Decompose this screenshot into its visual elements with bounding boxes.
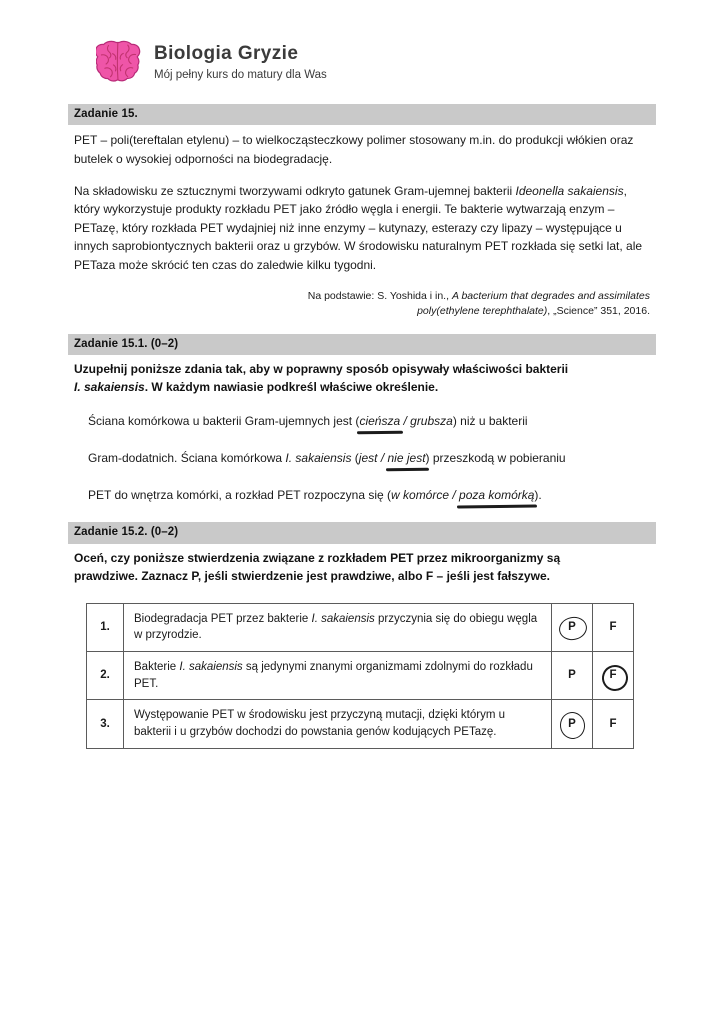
answer-line-1-before: Ściana komórkowa u bakterii Gram-ujemnych jest (: [88, 414, 360, 429]
answer-line-3-option-b-selected[interactable]: poza komórką: [459, 488, 535, 503]
subtask-2-header: Zadanie 15.2. (0–2): [68, 522, 656, 543]
subtask-2-instruction: [68, 549, 656, 585]
source-title-line-1: A bacterium that degrades and assimilates: [451, 289, 650, 302]
row-3-option-false[interactable]: F: [593, 700, 634, 748]
row-1-species: I. sakaiensis: [311, 612, 375, 625]
answer-line-1-option-b[interactable]: grubsza: [410, 414, 453, 429]
answer-line-3[interactable]: [88, 486, 650, 504]
row-3-statement: [124, 700, 552, 748]
task-header: Zadanie 15.: [68, 104, 656, 125]
row-2-statement-part-2: są jedynymi znanymi organizmami zdolnymi do rozkładu PET.: [134, 661, 533, 690]
row-3-statement-part-1: Występowanie PET w środowisku jest przyczyną mutacji, dzięki którym u bakterii i u grzybów dochodzi do powstania genów kodujących PETazę.: [134, 709, 506, 739]
answer-line-1-option-a-selected[interactable]: cieńsza: [359, 414, 401, 429]
brand-header: [96, 40, 327, 84]
row-1-statement-part-2: przyczynia się do obiegu węgla w przyrodzie.: [134, 612, 538, 642]
evaluation-table-wrap: [68, 603, 656, 749]
brain-icon: [96, 40, 142, 84]
subtask-2-instruction-line-2: prawdziwe. Zaznacz P, jeśli stwierdzenie jest prawdziwe, albo F – jeśli jest fałszywe.: [74, 568, 550, 583]
subtask-2-instruction-line-1: Oceń, czy poniższe stwierdzenia związane z rozkładem PET przez mikroorganizmy są: [74, 550, 561, 565]
row-1-statement-part-1: Biodegradacja PET przez bakterie: [134, 612, 312, 625]
species-name: Ideonella sakaiensis: [515, 183, 624, 198]
subtask-1-answers: [68, 412, 656, 504]
row-1-statement: [124, 603, 552, 651]
row-1-answer-mark-p[interactable]: P: [568, 621, 576, 634]
row-1-number: 1.: [87, 603, 124, 651]
answer-line-2-species: I. sakaiensis: [285, 451, 352, 466]
source-suffix: , „Science” 351, 2016.: [547, 305, 650, 318]
task-paragraph-2-part-1: Na składowisku ze sztucznymi tworzywami odkryto gatunek Gram-ujemnej bakterii: [74, 183, 516, 198]
source-line-2: [68, 304, 650, 320]
task-body: [68, 125, 656, 274]
answer-line-1[interactable]: [88, 412, 650, 430]
answer-line-3-after: ).: [534, 488, 542, 503]
brand-subtitle: Mój pełny kurs do matury dla Was: [154, 68, 327, 81]
source-line-1: [68, 289, 650, 305]
source-title-line-2: poly(ethylene terephthalate): [417, 305, 548, 318]
row-2-statement-part-1: Bakterie: [134, 661, 180, 674]
table-row: [87, 700, 634, 748]
answer-line-3-option-a[interactable]: w komórce: [391, 488, 450, 503]
answer-line-1-separator: /: [400, 414, 411, 429]
row-3-option-true[interactable]: [552, 700, 593, 748]
answer-line-3-separator: /: [449, 488, 460, 503]
subtask-1-header: Zadanie 15.1. (0–2): [68, 334, 656, 355]
row-3-answer-mark-p[interactable]: P: [568, 717, 576, 730]
answer-line-2-option-b-selected[interactable]: nie jest: [387, 451, 426, 466]
brand-title: Biologia Gryzie: [154, 43, 299, 65]
subtask-1-instruction-line-2: . W każdym nawiasie podkreśl właściwe określenie.: [144, 380, 439, 395]
answer-line-2-after: ) przeszkodą w pobieraniu: [425, 451, 566, 466]
answer-line-2-option-a[interactable]: jest: [358, 451, 378, 466]
row-2-option-true[interactable]: P: [552, 652, 593, 700]
row-2-option-false[interactable]: [593, 652, 634, 700]
subtask-1-instruction: [68, 360, 656, 396]
answer-line-2-separator: /: [377, 451, 388, 466]
answer-line-1-after: ) niż u bakterii: [452, 414, 528, 429]
row-1-option-true[interactable]: [552, 603, 593, 651]
answer-line-2-before2: (: [351, 451, 359, 466]
row-3-number: 3.: [87, 700, 124, 748]
table-row: [87, 652, 634, 700]
table-row: [87, 603, 634, 651]
source-citation: [68, 289, 650, 321]
row-2-answer-mark-f[interactable]: F: [609, 669, 617, 682]
row-2-statement: [124, 652, 552, 700]
evaluation-table: [86, 603, 634, 749]
task-paragraph-2: [74, 182, 650, 275]
answer-line-3-before: PET do wnętrza komórki, a rozkład PET rozpoczyna się (: [88, 488, 392, 503]
subtask-1-species: I. sakaiensis: [74, 380, 145, 395]
row-2-number: 2.: [87, 652, 124, 700]
row-2-species: I. sakaiensis: [179, 661, 243, 674]
answer-line-2-before: Gram-dodatnich. Ściana komórkowa: [88, 451, 286, 466]
source-prefix: Na podstawie: S. Yoshida i in.,: [307, 289, 452, 302]
subtask-1-instruction-line-1: Uzupełnij poniższe zdania tak, aby w poprawny sposób opisywały właściwości bakterii: [74, 362, 569, 377]
task-paragraph-1: PET – poli(tereftalan etylenu) – to wielkocząsteczkowy polimer stosowany m.in. do produkcji włókien oraz butelek o wysokiej odporności na biodegradację.: [74, 133, 634, 166]
exam-sheet: [68, 104, 656, 749]
answer-line-2[interactable]: [88, 449, 650, 467]
row-1-option-false[interactable]: F: [593, 603, 634, 651]
task-paragraph-2-part-2: , który wykorzystuje produkty rozkładu PET jako źródło węgla i energii. Te bakterie wytwarzają enzym – PETazę, który rozkłada PET wydajniej niż inne enzymy – kutynazy, esterazy czy lipazy – występujące u innych saprobiontycznych bakterii oraz u grzybów. W środowisku naturalnym PET rozkłada się setki lat, ale PETaza może skrócić ten czas do zaledwie kilku tygodni.: [74, 183, 643, 272]
